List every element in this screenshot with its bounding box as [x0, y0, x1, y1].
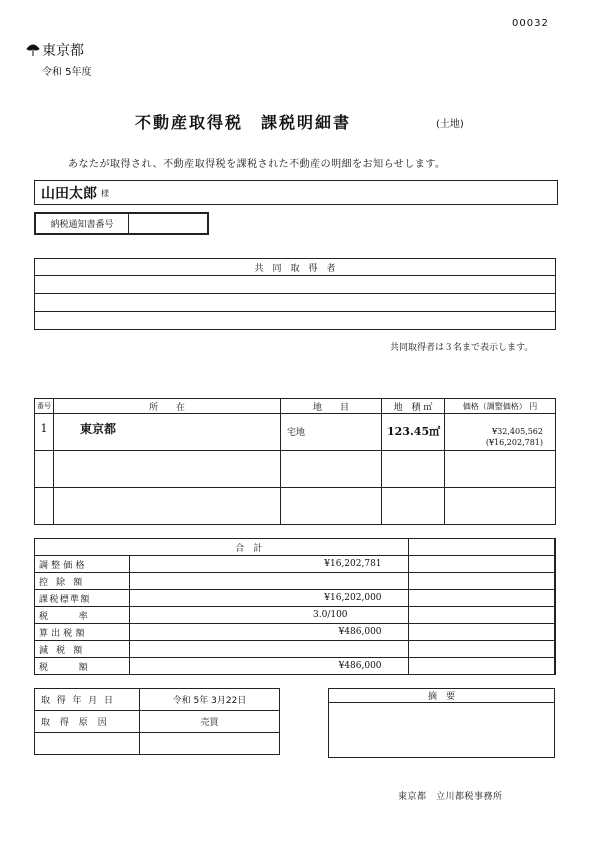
col-area-header: 地 積 ㎡	[382, 399, 445, 414]
ginkgo-leaf-icon	[26, 43, 40, 57]
totals-value: 3.0/100	[130, 607, 409, 624]
totals-value: ¥16,202,000	[130, 590, 409, 607]
totals-row	[35, 590, 556, 607]
totals-label: 課税標準額	[35, 590, 130, 607]
totals-label: 税額	[35, 658, 130, 675]
property-category: 宅地	[281, 414, 382, 451]
page-title: 不動産取得税 課税明細書	[135, 113, 352, 132]
totals-value	[130, 641, 409, 658]
totals-label: 税率	[35, 607, 130, 624]
totals-row	[35, 573, 556, 590]
totals-row	[35, 641, 556, 658]
co-acquirer-row	[35, 312, 556, 330]
property-row	[35, 414, 556, 451]
remarks-header: 摘 要	[329, 689, 555, 703]
totals-label: 控除額	[35, 573, 130, 590]
intro-text: あなたが取得され、不動産取得税を課税された不動産の明細をお知らせします。	[68, 159, 446, 170]
property-row	[35, 451, 556, 488]
acquisition-cause-label: 取得原因	[35, 711, 140, 733]
totals-row	[35, 556, 556, 573]
property-area	[382, 451, 445, 488]
tokyo-logo	[26, 40, 84, 60]
property-row	[35, 488, 556, 525]
property-adjusted-price: (¥16,202,781)	[485, 438, 543, 447]
col-price-header: 価格（調整価格） 円	[445, 399, 556, 414]
property-price-cell	[445, 414, 556, 451]
co-acquirers-note: 共同取得者は３名まで表示します。	[390, 343, 534, 353]
title-sub: (土地)	[436, 119, 464, 130]
totals-row	[35, 624, 556, 641]
property-no: 1	[35, 414, 54, 451]
property-price: ¥32,405,562	[492, 427, 543, 436]
remarks-text	[329, 703, 555, 758]
property-no	[35, 451, 54, 488]
co-acquirer-row	[35, 294, 556, 312]
acquisition-table	[34, 688, 280, 755]
notice-number-value	[129, 213, 209, 234]
totals-value: ¥486,000	[130, 658, 409, 675]
property-no	[35, 488, 54, 525]
taxpayer-box	[34, 180, 558, 205]
co-acquirer-row	[35, 276, 556, 294]
totals-empty-col	[554, 539, 555, 556]
totals-label: 減税額	[35, 641, 130, 658]
property-area: 123.45㎡	[382, 414, 445, 451]
co-acquirers-header: 共 同 取 得 者	[35, 259, 556, 276]
property-category	[281, 451, 382, 488]
acquisition-date-value: 令和 5年 3月22日	[140, 689, 280, 711]
property-category	[281, 488, 382, 525]
acquisition-date-label: 取得年月日	[35, 689, 140, 711]
totals-row	[35, 607, 556, 624]
issuing-office: 東京都 立川都税事務所	[398, 792, 503, 802]
notice-number-table	[34, 212, 209, 235]
totals-table	[34, 538, 556, 675]
property-price	[445, 488, 556, 525]
totals-row	[35, 658, 556, 675]
document-number: 00032	[512, 18, 549, 29]
acquisition-cause-value: 売買	[140, 711, 280, 733]
taxpayer-honorific: 様	[101, 189, 109, 198]
notice-number-label: 納税通知書番号	[35, 213, 129, 234]
col-category-header: 地 目	[281, 399, 382, 414]
fiscal-year: 令和 5年度	[42, 67, 92, 78]
logo-text: 東京都	[42, 43, 84, 59]
totals-value	[130, 573, 409, 590]
property-location	[54, 451, 281, 488]
totals-empty-col	[408, 539, 554, 556]
property-area	[382, 488, 445, 525]
co-acquirers-table	[34, 258, 556, 330]
col-no-header: 番号	[35, 399, 54, 414]
totals-header: 合 計	[35, 539, 409, 556]
totals-label: 算出税額	[35, 624, 130, 641]
property-location: 東京都	[54, 414, 281, 451]
property-price	[445, 451, 556, 488]
property-table	[34, 398, 556, 525]
taxpayer-name: 山田太郎	[41, 186, 97, 202]
col-location-header: 所 在	[54, 399, 281, 414]
property-location	[54, 488, 281, 525]
totals-label: 調整価格	[35, 556, 130, 573]
totals-value: ¥486,000	[130, 624, 409, 641]
totals-value: ¥16,202,781	[130, 556, 409, 573]
remarks-table	[328, 688, 555, 758]
